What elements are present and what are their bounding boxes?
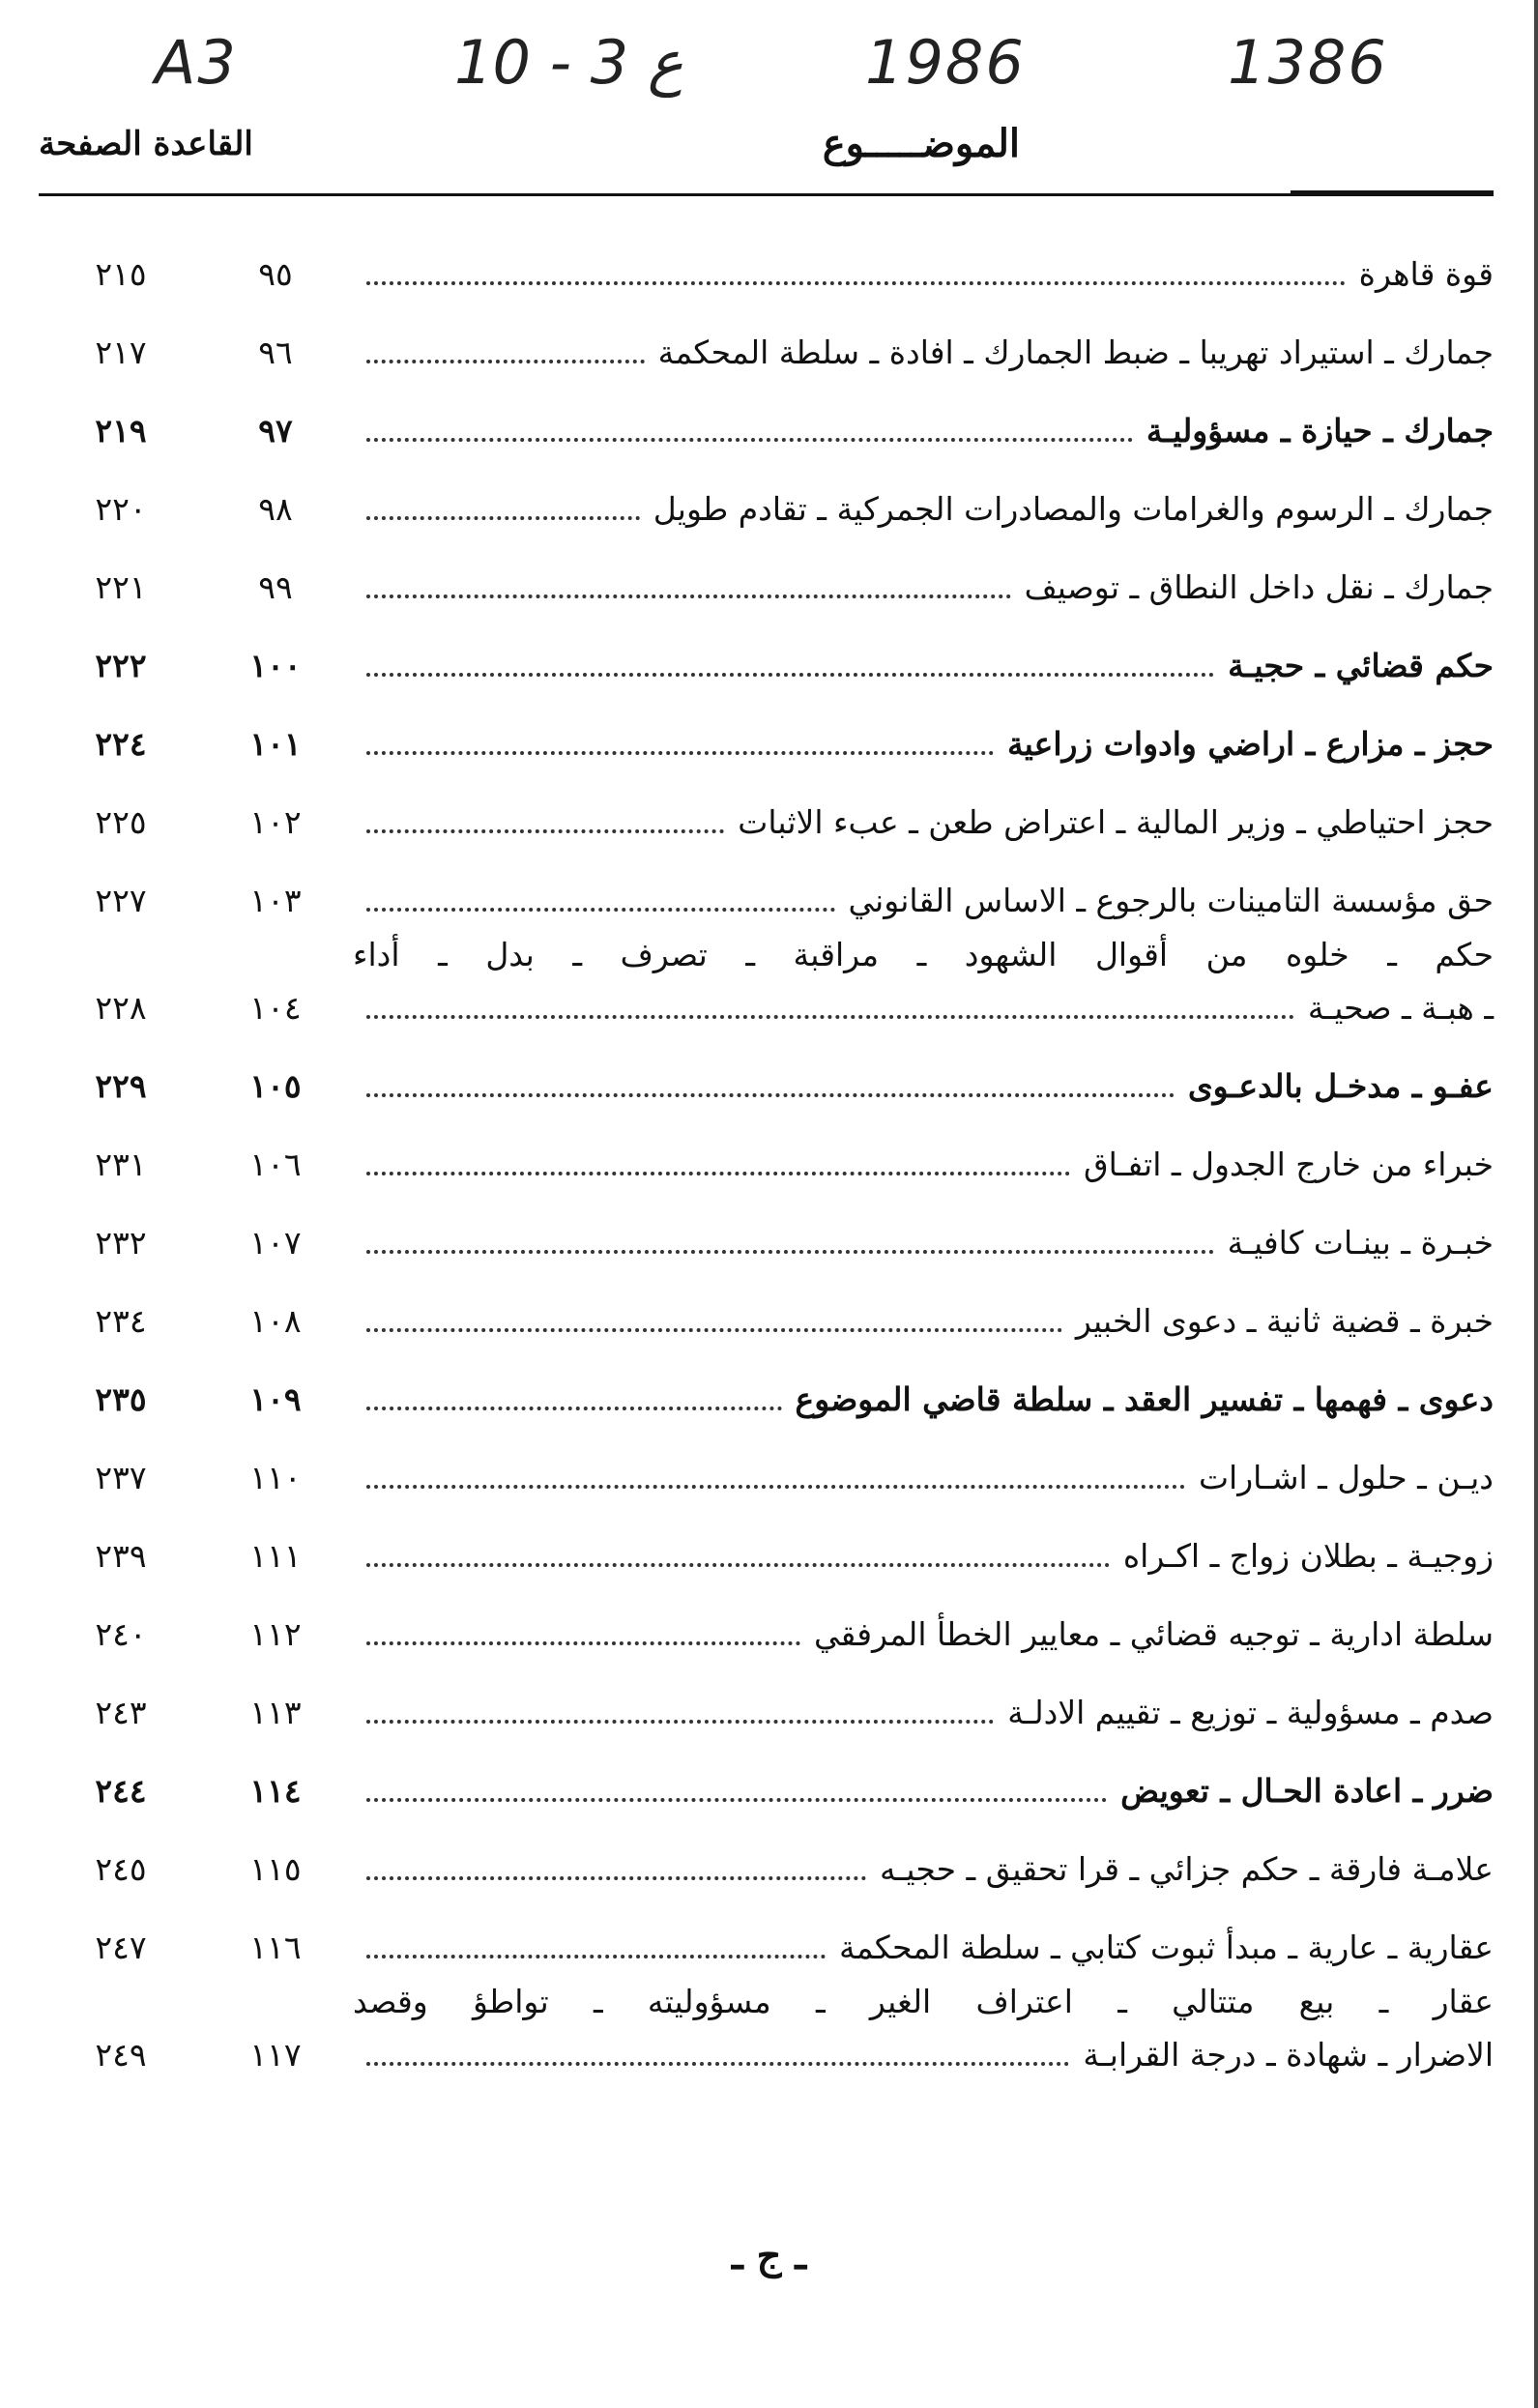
year-annotation: 1986 (865, 27, 1026, 98)
entry-page-number: ٢٣٩ (95, 1537, 147, 1575)
code-annotation: A3 (155, 27, 238, 98)
hijri-year-annotation: 1386 (1228, 27, 1388, 98)
entry-page-number: ٢٢٥ (95, 803, 147, 841)
entry-page-number: ٢٢٧ (95, 882, 147, 919)
index-entry (39, 723, 1494, 801)
entry-page-number: ٢٤٤ (95, 1772, 147, 1810)
entry-title: عفـو ـ مدخـل بالدعـوى (1187, 1067, 1494, 1105)
entry-title-line1: حكم ـ خلوه من أقوال الشهود ـ مراقبة ـ تصرف ـ بدل ـ أداء (353, 936, 1494, 973)
index-entry (39, 410, 1494, 488)
index-entry (39, 566, 1494, 645)
entry-title: صدم ـ مسؤولية ـ توزيع ـ تقييم الادلـة (1007, 1694, 1494, 1731)
month-annotation: 10 - 3 ع (454, 27, 683, 98)
entry-title: علامـة فارقة ـ حكم جزائي ـ قرا تحقيق ـ حجيـه (880, 1850, 1494, 1888)
entry-rule-number: ١٠٧ (249, 1224, 302, 1262)
index-entry (39, 1770, 1494, 1848)
entry-page-number: ٢٢٩ (95, 1067, 147, 1105)
entry-rule-number: ١٠٨ (249, 1302, 302, 1340)
entry-title: ديـن ـ حلول ـ اشـارات (1198, 1459, 1494, 1496)
entry-rule-number: ١١٦ (249, 1929, 302, 1966)
entry-rule-number: ١٠٩ (249, 1380, 302, 1418)
entry-rule-number: ١١٥ (249, 1850, 302, 1888)
entry-rule-number: ١٠١ (249, 725, 302, 763)
entry-rule-number: ١١٢ (249, 1615, 302, 1653)
entry-rule-number: ١٠٤ (249, 989, 302, 1027)
entry-rule-number: ١٠٦ (249, 1146, 302, 1183)
entry-page-number: ٢٢٢ (95, 647, 147, 684)
entry-rule-number: ٩٥ (258, 255, 293, 293)
index-entry (39, 801, 1494, 880)
entry-page-number: ٢٤٥ (95, 1850, 147, 1888)
index-entry (39, 1457, 1494, 1535)
entry-rule-number: ١١١ (249, 1537, 302, 1575)
topic-column-header: الموضـــــوع (822, 121, 1020, 166)
index-entry (39, 253, 1494, 332)
entry-title: جمارك ـ استيراد تهريبا ـ ضبط الجمارك ـ افادة ـ سلطة المحكمة (657, 334, 1494, 371)
entry-page-number: ٢٤٠ (95, 1615, 147, 1653)
entry-title: جمارك ـ الرسوم والغرامات والمصادرات الجمركية ـ تقادم طويل (653, 490, 1494, 528)
index-entry (39, 1535, 1494, 1613)
index-entry (39, 1927, 1494, 1981)
entry-title: حكم قضائي ـ حجيـة (1228, 647, 1494, 684)
header-divider-accent (1291, 190, 1494, 196)
index-entry (39, 1300, 1494, 1378)
index-entry (39, 332, 1494, 410)
entry-page-number: ٢٣٢ (95, 1224, 147, 1262)
entry-page-number: ٢٢٨ (95, 989, 147, 1027)
entry-rule-number: ١٠٥ (249, 1067, 302, 1105)
index-entry (39, 1692, 1494, 1770)
page-letter-footer: ـ ج ـ (731, 2233, 807, 2278)
entry-page-number: ٢٢٠ (95, 490, 147, 528)
entry-page-number: ٢١٩ (95, 412, 147, 450)
entry-rule-number: ٩٧ (258, 412, 293, 450)
entry-title: عقارية ـ عارية ـ مبدأ ثبوت كتابي ـ سلطة المحكمة (839, 1929, 1494, 1966)
entry-title: جمارك ـ حيازة ـ مسؤوليـة (1146, 412, 1494, 450)
index-entry (39, 880, 1494, 934)
entry-title: ـ هبـة ـ صحيـة (1307, 989, 1494, 1027)
entry-rule-number: ٩٨ (258, 490, 293, 528)
index-entry (39, 1065, 1494, 1144)
entry-page-number: ٢٣٥ (95, 1380, 147, 1418)
entry-page-number: ٢١٧ (95, 334, 147, 371)
index-entry (39, 1378, 1494, 1457)
entry-title: ضرر ـ اعادة الحـال ـ تعويض (1120, 1772, 1494, 1810)
entry-title: سلطة ادارية ـ توجيه قضائي ـ معايير الخطأ المرفقي (814, 1615, 1494, 1653)
index-entry (39, 1848, 1494, 1927)
scan-edge (1534, 0, 1538, 2408)
entry-title: حجز ـ مزارع ـ اراضي وادوات زراعية (1006, 725, 1494, 763)
entry-title: حجز احتياطي ـ وزير المالية ـ اعتراض طعن ـ عبء الاثبات (738, 803, 1494, 841)
index-entry (39, 488, 1494, 566)
index-entry (39, 645, 1494, 723)
rule-page-column-header: القاعدة الصفحة (39, 125, 253, 163)
index-entries (39, 253, 1494, 2112)
entry-rule-number: ١١٧ (249, 2036, 302, 2074)
header-divider (39, 193, 1494, 196)
handwritten-annotations (0, 27, 1538, 104)
entry-page-number: ٢٤٣ (95, 1694, 147, 1731)
entry-rule-number: ١١٤ (249, 1772, 302, 1810)
entry-title: الاضرار ـ شهادة ـ درجة القرابـة (1083, 2036, 1494, 2074)
index-entry (39, 1144, 1494, 1222)
entry-rule-number: ١٠٠ (249, 647, 302, 684)
entry-rule-number: ١١٣ (249, 1694, 302, 1731)
entry-title: زوجيـة ـ بطلان زواج ـ اكـراه (1122, 1537, 1494, 1575)
entry-title: خبرة ـ قضية ثانية ـ دعوى الخبير (1075, 1302, 1494, 1340)
entry-page-number: ٢٣٤ (95, 1302, 147, 1340)
entry-title: قوة قاهرة (1358, 255, 1494, 293)
entry-rule-number: ١١٠ (249, 1459, 302, 1496)
table-header (39, 121, 1494, 179)
entry-title: حق مؤسسة التامينات بالرجوع ـ الاساس القانوني (848, 882, 1494, 919)
entry-page-number: ٢١٥ (95, 255, 147, 293)
entry-page-number: ٢٣٧ (95, 1459, 147, 1496)
entry-page-number: ٢٢٤ (95, 725, 147, 763)
entry-rule-number: ٩٩ (258, 568, 293, 606)
index-entry (39, 1222, 1494, 1300)
entry-rule-number: ١٠٣ (249, 882, 302, 919)
index-entry (39, 1613, 1494, 1692)
entry-title: خبـرة ـ بينـات كافيـة (1227, 1224, 1494, 1262)
entry-title: جمارك ـ نقل داخل النطاق ـ توصيف (1024, 568, 1494, 606)
entry-page-number: ٢٢١ (95, 568, 147, 606)
index-entry (39, 934, 1494, 1065)
entry-title-line1: عقار ـ بيع متتالي ـ اعتراف الغير ـ مسؤوليته ـ تواطؤ وقصد (353, 1983, 1494, 2020)
entry-page-number: ٢٤٩ (95, 2036, 147, 2074)
entry-title: دعوى ـ فهمها ـ تفسير العقد ـ سلطة قاضي الموضوع (795, 1380, 1494, 1418)
entry-title: خبراء من خارج الجدول ـ اتفـاق (1084, 1146, 1494, 1183)
entry-rule-number: ١٠٢ (249, 803, 302, 841)
index-entry (39, 1981, 1494, 2112)
entry-rule-number: ٩٦ (258, 334, 293, 371)
entry-page-number: ٢٤٧ (95, 1929, 147, 1966)
entry-page-number: ٢٣١ (95, 1146, 147, 1183)
